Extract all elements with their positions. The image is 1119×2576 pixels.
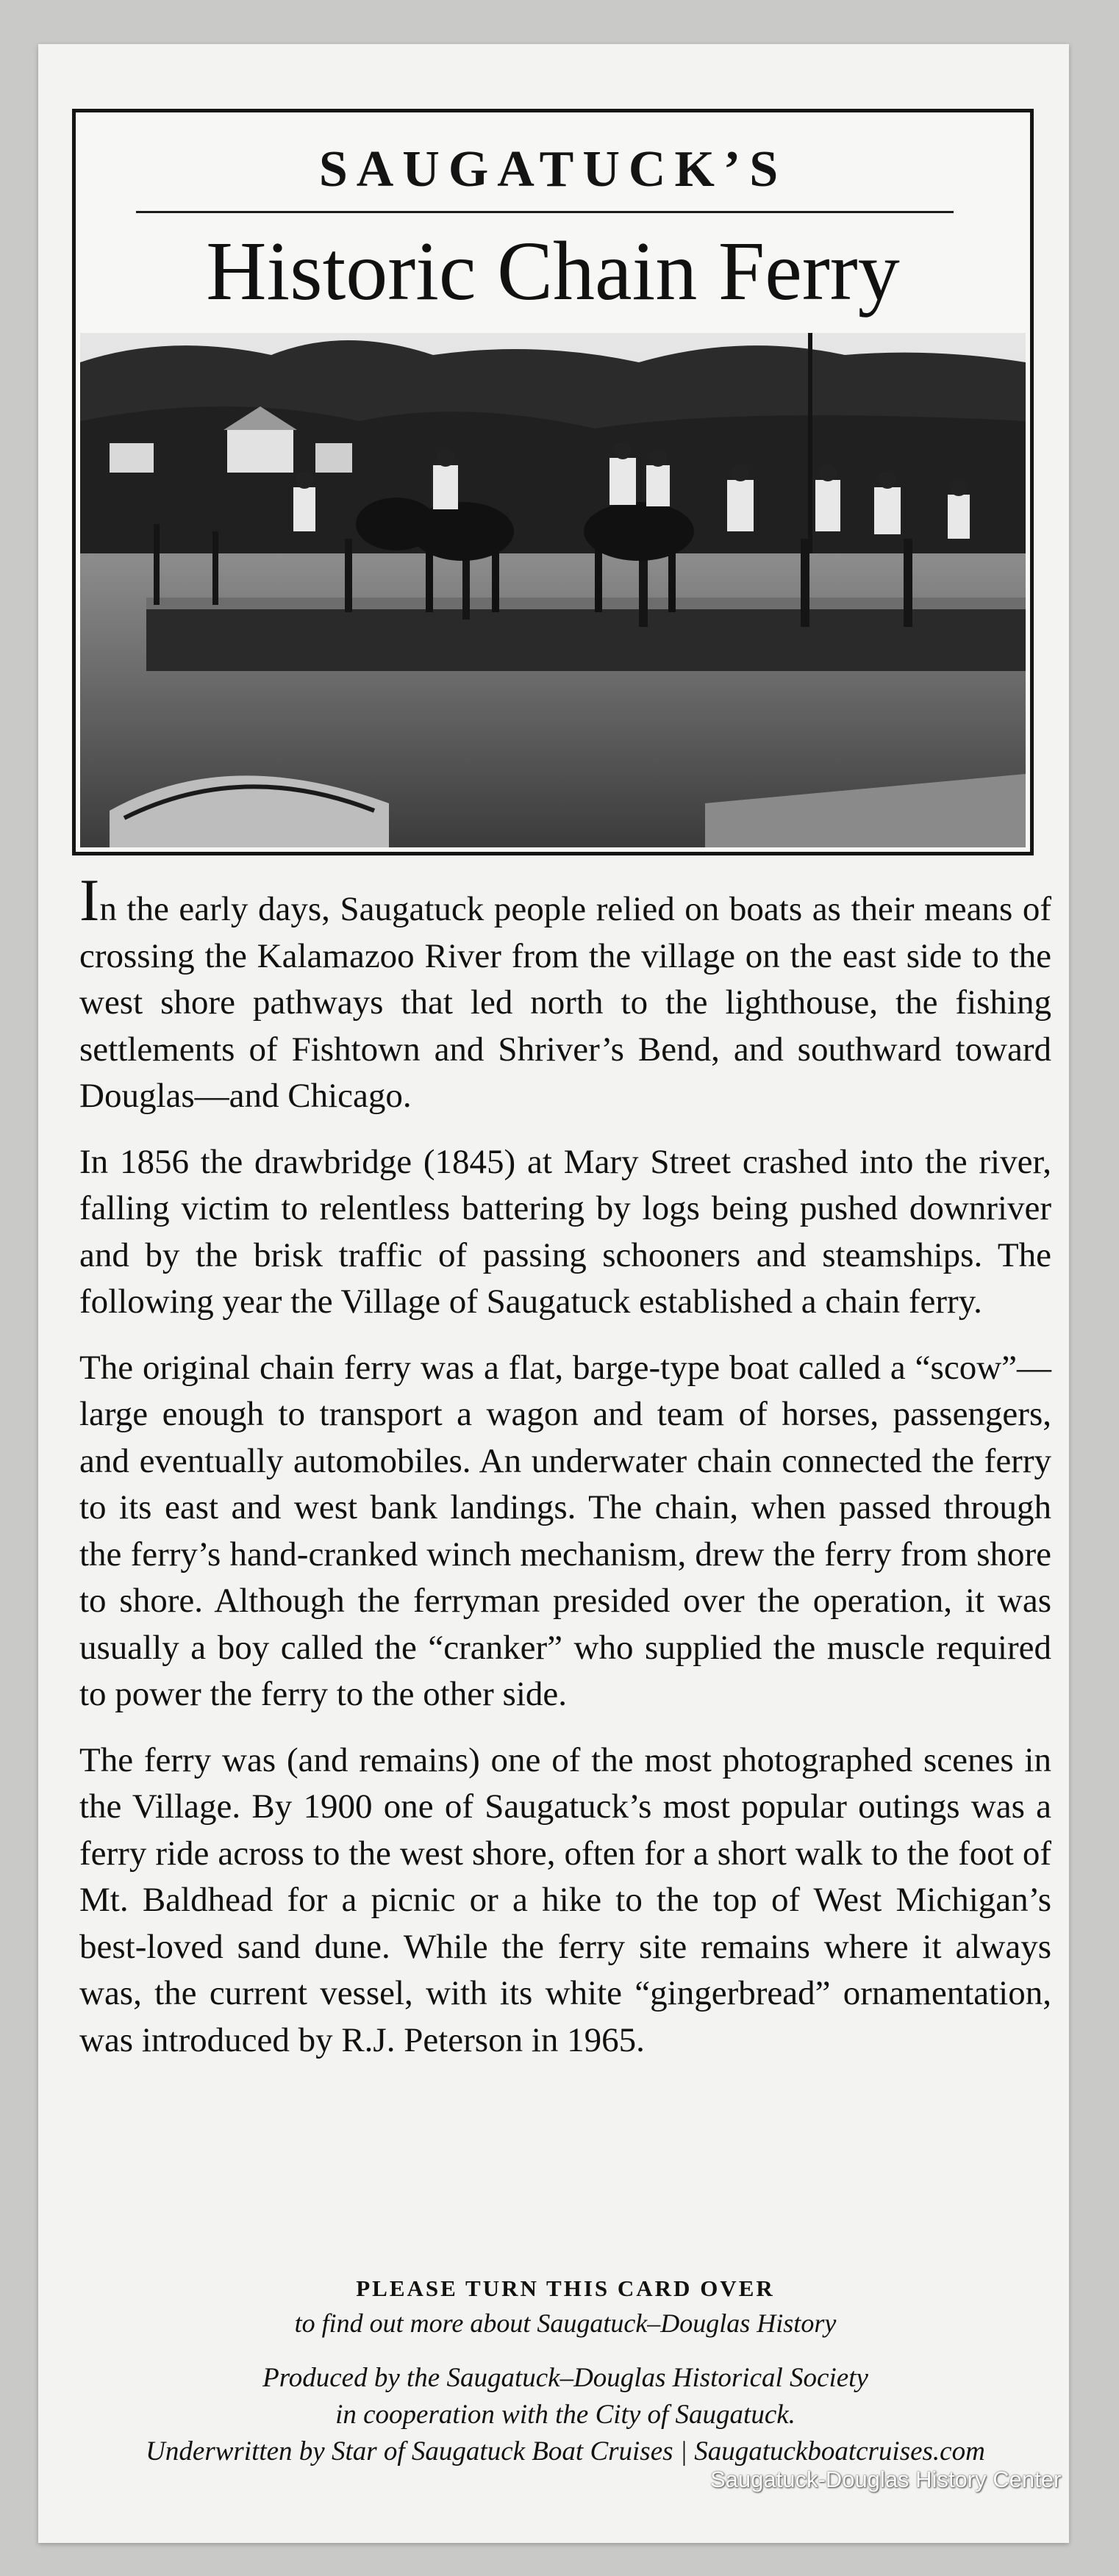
producer-line-1: Produced by the Saugatuck–Douglas Historical Society: [262, 2363, 868, 2393]
title-frame: [72, 109, 1034, 855]
title-divider: [136, 211, 954, 213]
turn-over-note: PLEASE TURN THIS CARD OVER: [356, 2275, 775, 2301]
title-small: SAUGATUCK’S: [318, 141, 787, 198]
paragraph-2: In 1856 the drawbridge (1845) at Mary Street crashed into the river, falling victim to relentless battering by logs being pushed downriver and by the brisk traffic of passing schooners and steamships. The following year the Village of Saugatuck established a chain ferry.: [79, 1142, 1051, 1321]
ferry-photo-image: [80, 333, 1026, 847]
drop-cap: I: [79, 867, 100, 933]
paragraph-1: [79, 867, 1051, 1120]
page-title: Historic Chain Ferry: [206, 224, 900, 317]
paragraph-3: The original chain ferry was a flat, barge-type boat called a “scow”—large enough to transport a wagon and team of horses, passengers, and eventually automobiles. An underwater chain connected the ferry to its east and west bank landings. The chain, when passed through the ferry’s hand-cranked winch mechanism, drew the ferry from shore to shore. Although the ferryman presided over the operation, it was usually a boy called the “cranker” who supplied the muscle required to power the ferry to the other side.: [79, 1348, 1051, 1713]
paragraph-1-text: n the early days, Saugatuck people relied on boats as their means of crossing the Kalamazoo River from the village on the east side to the west shore pathways that led north to the lighthouse, the fishing settlements of Fishtown and Shriver’s Bend, and southward toward Douglas—and Chicago.: [79, 890, 1051, 1115]
paragraph-4: The ferry was (and remains) one of the most photographed scenes in the Village. By 1900 one of Saugatuck’s most popular outings was a ferry ride across to the west shore, often for a short walk to the foot of Mt. Baldhead for a picnic or a hike to the top of West Michigan’s best-loved sand dune. While the ferry site remains where it always was, the current vessel, with its white “gingerbread” ornamentation, was introduced by R.J. Peterson in 1965.: [79, 1740, 1051, 2059]
source-watermark: Saugatuck-Douglas History Center: [710, 2466, 1062, 2492]
body-text: [79, 867, 1051, 2083]
ferry-photo: [80, 333, 1026, 847]
find-more-note: to find out more about Saugatuck–Douglas History: [294, 2308, 837, 2338]
underwriter-line: Underwritten by Star of Saugatuck Boat Cruises | Saugatuckboatcruises.com: [146, 2436, 985, 2466]
producer-line-2: in cooperation with the City of Saugatuck.: [335, 2400, 796, 2430]
